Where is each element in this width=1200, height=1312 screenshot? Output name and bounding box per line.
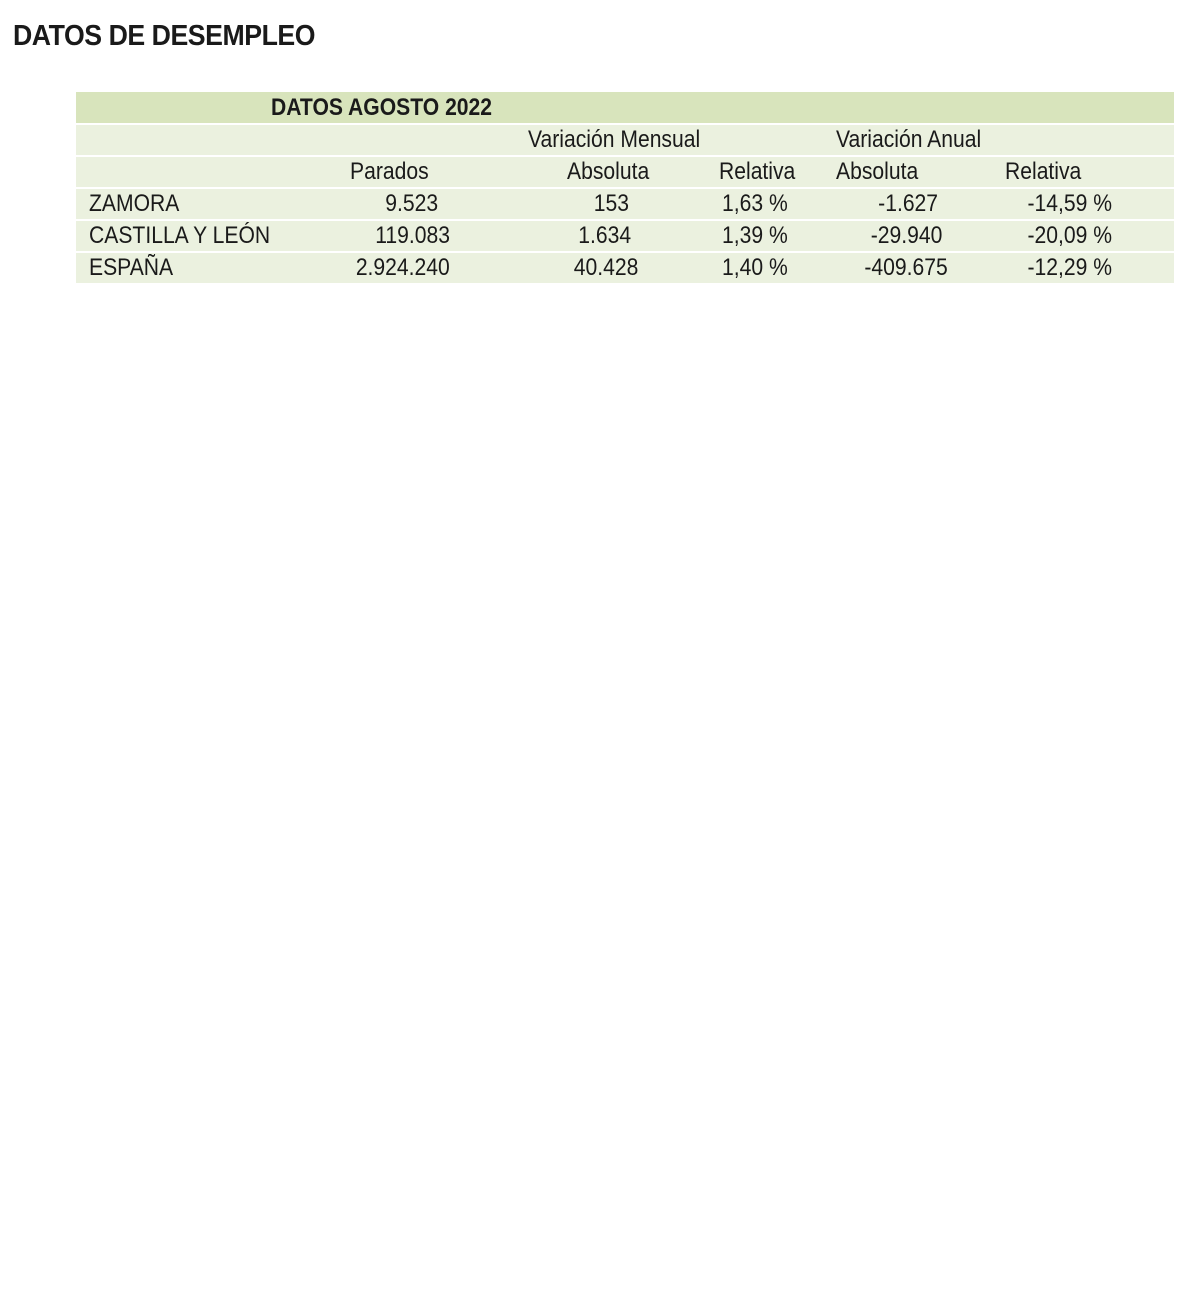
annual-relative-header: Relativa [1005,158,1082,185]
annual-relative-value: -14,59 % [1027,190,1112,217]
page-title: DATOS DE DESEMPLEO [13,20,316,52]
annual-absolute-value: -1.627 [878,190,938,217]
annual-variation-header: Variación Anual [836,126,982,153]
table-title-row [76,92,1174,123]
monthly-relative-header: Relativa [719,158,796,185]
monthly-variation-header: Variación Mensual [528,126,701,153]
annual-absolute-value: -409.675 [864,254,948,281]
region-name: ESPAÑA [89,254,174,281]
table-row [76,189,1174,219]
monthly-absolute-value: 1.634 [578,222,631,249]
annual-absolute-header: Absoluta [836,158,919,185]
group-header-row [76,125,1174,155]
region-name: ZAMORA [89,190,180,217]
table-title: DATOS AGOSTO 2022 [271,94,493,121]
unemployment-table [76,92,1174,285]
annual-absolute-value: -29.940 [870,222,942,249]
column-header-row [76,157,1174,187]
annual-relative-value: -20,09 % [1027,222,1112,249]
monthly-absolute-value: 153 [593,190,629,217]
annual-relative-value: -12,29 % [1027,254,1112,281]
monthly-relative-value: 1,39 % [722,222,788,249]
monthly-absolute-header: Absoluta [567,158,650,185]
table-row [76,221,1174,251]
monthly-relative-value: 1,63 % [722,190,788,217]
parados-value: 9.523 [385,190,438,217]
parados-header: Parados [350,158,429,185]
parados-value: 119.083 [375,222,450,249]
monthly-absolute-value: 40.428 [573,254,638,281]
region-name: CASTILLA Y LEÓN [89,222,271,249]
parados-value: 2.924.240 [356,254,450,281]
monthly-relative-value: 1,40 % [722,254,788,281]
table-row [76,253,1174,283]
